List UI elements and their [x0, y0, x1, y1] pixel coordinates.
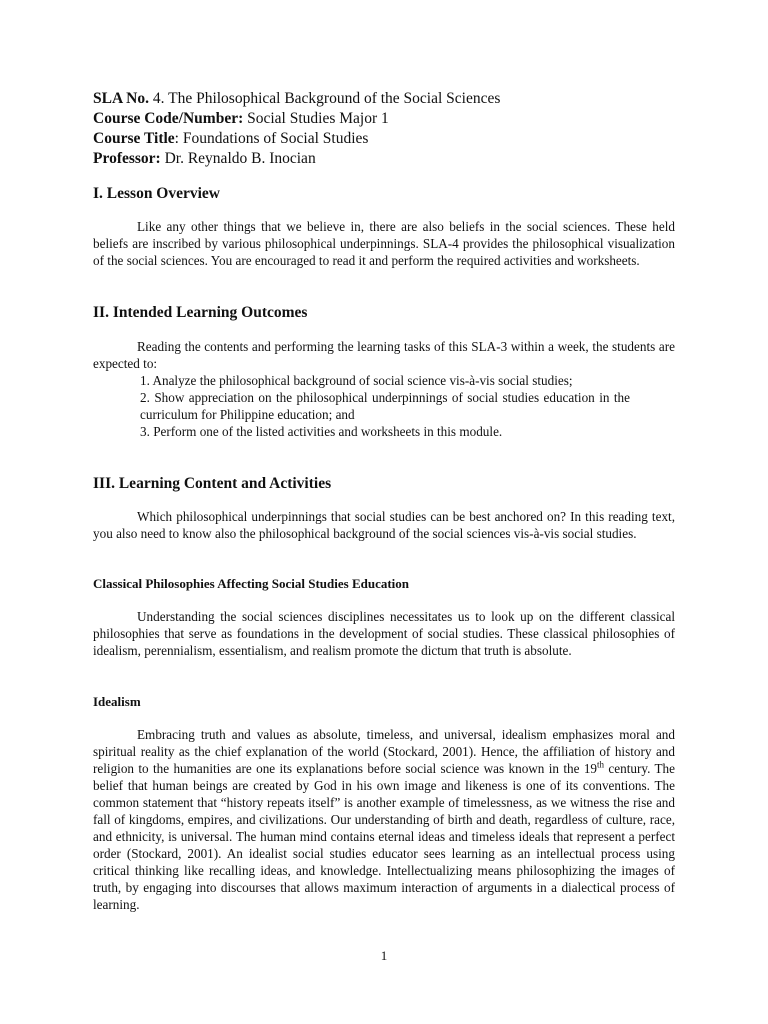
course-code-value: Social Studies Major 1 — [243, 110, 389, 127]
list-item: 2. Show appreciation on the philosophical underpinnings of social studies education in the curriculum for Philippine education; and — [140, 390, 630, 422]
course-title-label: Course Title — [93, 130, 175, 147]
overview-paragraph: Like any other things that we believe in, there are also beliefs in the social sciences. These held beliefs are inscribed by various philosophical underpinnings. SLA-4 provides the philosophical visualization of the social sciences. You are encouraged to read it and perform the required activities and worksheets. — [93, 219, 675, 268]
ilo-heading: II. Intended Learning Outcomes — [93, 304, 308, 321]
course-code-label: Course Code/Number: — [93, 110, 244, 127]
classical-paragraph: Understanding the social sciences disciplines necessitates us to look up on the different classical philosophies that serve as foundations in the development of social studies. These classical philosophies of idealism, perennialism, essentialism, and realism promote the dictum that truth is absolute. — [93, 609, 675, 658]
idealism-text-a: Embracing truth and values as absolute, timeless, and universal, idealism emphasizes moral and spiritual reality as the chief explanation of the world (Stockard, 2001). Hence, the affiliation of history and religion to the humanities are one its explanations before social science was known in the 19 — [93, 727, 675, 776]
sla-label: SLA No. — [93, 90, 149, 107]
ilo-intro: Reading the contents and performing the learning tasks of this SLA-3 within a week, the students are expected to: — [93, 339, 675, 371]
idealism-text-b: century. The belief that human beings are created by God in his own image and likeness is one of its conventions. The common statement that “history repeats itself” is another example of timelessness, as we witness the rise and fall of kingdoms, empires, and civilizations. Our understanding of birth and death, regardless of culture, race, and ethnicity, is universal. The human mind contains eternal ideas and timeless ideals that represent a perfect order (Stockard, 2001). An idealist social studies educator sees learning as an intellectual process using critical thinking like recalling ideas, and knowledge. Intellectualizing means philosophizing the images of truth, by engaging into discourses that allows maximum interaction of arguments in a dialectical process of learning. — [93, 761, 676, 912]
content-heading: III. Learning Content and Activities — [93, 475, 332, 492]
page-number: 1 — [380, 948, 388, 963]
sla-value: 4. The Philosophical Background of the Social Sciences — [149, 90, 501, 107]
overview-heading: I. Lesson Overview — [93, 185, 221, 202]
header-sla — [93, 89, 675, 109]
professor-label: Professor: — [93, 150, 161, 167]
list-item: 1. Analyze the philosophical background of social science vis-à-vis social studies; — [140, 373, 573, 388]
header-course-title — [93, 129, 675, 149]
content-intro: Which philosophical underpinnings that social studies can be best anchored on? In this reading text, you also need to know also the philosophical background of the social sciences vis-à-vis social studies. — [93, 509, 675, 541]
header-professor — [93, 149, 675, 169]
classical-heading: Classical Philosophies Affecting Social Studies Education — [93, 576, 410, 591]
idealism-superscript: th — [597, 759, 605, 770]
ilo-list — [140, 372, 630, 440]
professor-value: Dr. Reynaldo B. Inocian — [160, 150, 316, 167]
idealism-paragraph — [93, 726, 675, 913]
idealism-heading: Idealism — [93, 694, 141, 709]
course-title-value: : Foundations of Social Studies — [174, 130, 369, 147]
list-item: 3. Perform one of the listed activities and worksheets in this module. — [140, 424, 503, 439]
header-course-code — [93, 109, 675, 129]
